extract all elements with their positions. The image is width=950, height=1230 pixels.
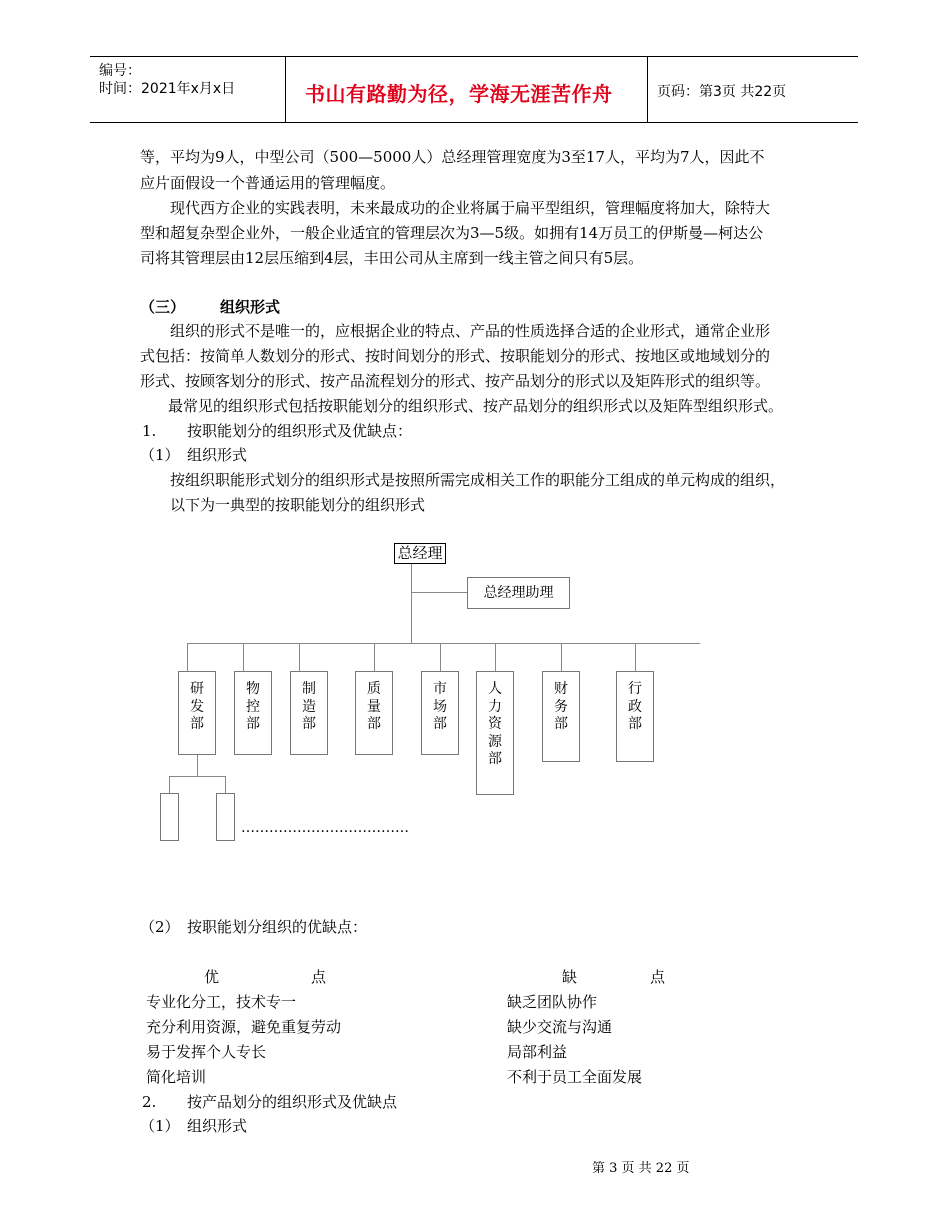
org-dept-char: 力 (488, 698, 502, 715)
org-dept-char: 造 (302, 698, 316, 715)
org-dept-char: 质 (367, 681, 381, 697)
para3-line1: 组织的形式不是唯一的，应根据企业的特点、产品的性质选择合适的企业形式，通常企业形 (170, 322, 771, 340)
sub1-number: （1） (140, 446, 180, 464)
org-rnd-sub-horizontal (169, 776, 225, 777)
org-dept-char: 部 (190, 716, 204, 732)
org-dept-char: 部 (433, 716, 447, 732)
con-item: 不利于员工全面发展 (507, 1068, 643, 1086)
para1-line2: 应片面假设一个普通运用的管理幅度。 (140, 174, 396, 192)
item2-title: 按产品划分的组织形式及优缺点 (187, 1093, 398, 1111)
footer-page-number: 第 3 页 共 22 页 (592, 1161, 690, 1176)
org-general-manager-label: 总经理 (397, 544, 443, 562)
org-dept-connector (374, 643, 375, 671)
con-item: 缺乏团队协作 (507, 993, 598, 1011)
pro-item: 易于发挥个人专长 (146, 1043, 267, 1061)
para1-line1: 等，平均为9人，中型公司（500—5000人）总经理管理宽度为3至17人，平均为7人，因此不 (140, 148, 765, 166)
org-dept-char: 市 (433, 681, 447, 697)
org-dept-char: 部 (367, 716, 381, 732)
org-dept-char: 部 (488, 751, 502, 767)
org-dept-char: 部 (246, 716, 260, 732)
section3-title: 组织形式 (220, 298, 281, 316)
para2-line2: 型和超复杂型企业外，一般企业适宜的管理层次为3—5级。如拥有14万员工的伊斯曼—柯达公 (140, 224, 764, 242)
sub3-title: 组织形式 (187, 1117, 248, 1135)
org-dept-char: 研 (190, 681, 204, 697)
org-dept-quality (355, 671, 393, 755)
con-item: 局部利益 (507, 1043, 568, 1061)
org-dept-char: 制 (302, 681, 316, 697)
org-rnd-sub-box-1 (160, 793, 179, 841)
sub1-title: 组织形式 (187, 446, 248, 464)
pro-item: 充分利用资源，避免重复劳动 (146, 1018, 342, 1036)
header-top-border (90, 56, 858, 57)
org-dept-char: 部 (554, 716, 568, 732)
pros-header-1: 优 (204, 968, 220, 986)
org-dept-char: 物 (246, 681, 260, 697)
org-dept-char: 务 (554, 698, 568, 715)
org-dept-char: 人 (488, 681, 502, 697)
org-dept-connector (440, 643, 441, 671)
pro-item: 专业化分工，技术专一 (146, 993, 297, 1011)
org-assistant-label: 总经理助理 (483, 585, 554, 601)
org-main-vertical-line (411, 564, 412, 643)
item1-title: 按职能划分的组织形式及优缺点： (187, 422, 413, 440)
org-dept-admin (616, 671, 654, 762)
org-dept-connector (635, 643, 636, 671)
header-divider-left (285, 56, 286, 122)
org-dept-char: 财 (554, 681, 568, 697)
header-bottom-border (90, 122, 858, 123)
item2-number: 2. (142, 1093, 157, 1111)
para5-line2: 以下为一典型的按职能划分的组织形式 (170, 496, 426, 514)
para4: 最常见的组织形式包括按职能划分的组织形式、按产品划分的组织形式以及矩阵型组织形式。 (168, 397, 784, 415)
header-motto: 书山有路勤为径，学海无涯苦作舟 (305, 82, 613, 106)
org-dept-char: 行 (628, 681, 642, 697)
org-box-general-manager (394, 543, 446, 564)
org-dept-char: 部 (302, 716, 316, 732)
org-dept-char: 政 (628, 698, 642, 715)
org-dept-connector (243, 643, 244, 671)
org-dept-char: 部 (628, 716, 642, 732)
org-rnd-sub-connector-left (169, 776, 170, 793)
org-dept-char: 资 (488, 716, 502, 732)
cons-header-1: 缺 (562, 968, 578, 986)
pro-item: 简化培训 (146, 1068, 207, 1086)
org-dept-char: 源 (488, 733, 502, 750)
org-dept-hr (476, 671, 514, 795)
item1-number: 1. (142, 422, 157, 440)
sub2-number: （2） (140, 918, 180, 936)
section3-number: （三） (140, 298, 186, 316)
para3-line3: 形式、按顾客划分的形式、按产品流程划分的形式、按产品划分的形式以及矩阵形式的组织等。 (140, 372, 771, 390)
org-dept-connector (299, 643, 300, 671)
sub3-number: （1） (140, 1117, 180, 1135)
con-item: 缺少交流与沟通 (507, 1018, 613, 1036)
org-dept-char: 控 (246, 698, 260, 715)
pros-header-2: 点 (311, 968, 327, 986)
para2-line3: 司将其管理层由12层压缩到4层，丰田公司从主席到一线主管之间只有5层。 (140, 249, 644, 267)
para5-line1: 按组织职能形式划分的组织形式是按照所需完成相关工作的职能分工组成的单元构成的组织， (170, 471, 786, 489)
org-dept-finance (542, 671, 580, 762)
org-dept-connector (187, 643, 188, 671)
org-assistant-connector (411, 592, 467, 593)
org-dept-connector (561, 643, 562, 671)
org-dept-horizontal-line (187, 643, 700, 644)
org-dept-char: 场 (433, 698, 447, 715)
org-dept-char: 发 (190, 698, 204, 715)
org-dept-char: 量 (367, 698, 381, 715)
org-dept-marketing (421, 671, 459, 755)
para3-line2: 式包括：按简单人数划分的形式、按时间划分的形式、按职能划分的形式、按地区或地域划分的 (140, 347, 771, 365)
org-dept-connector (495, 643, 496, 671)
org-rnd-sub-connector-right (225, 776, 226, 793)
org-rnd-sub-connector (197, 755, 198, 776)
header-page-label: 页码：第3页 共22页 (657, 84, 787, 100)
sub2-title: 按职能划分组织的优缺点： (187, 918, 368, 936)
org-rnd-sub-box-2 (216, 793, 235, 841)
org-box-assistant (467, 577, 570, 609)
org-dept-materials (234, 671, 272, 755)
para2-line1: 现代西方企业的实践表明，未来最成功的企业将属于扁平型组织，管理幅度将加大，除特大 (170, 199, 771, 217)
org-dept-rnd (178, 671, 216, 755)
org-ellipsis: ……………………………… (241, 820, 409, 836)
header-number-label: 编号： (99, 63, 141, 79)
org-dept-manufacturing (290, 671, 328, 755)
header-divider-right (647, 56, 648, 122)
header-time-label: 时间：2021年x月x日 (99, 81, 236, 97)
cons-header-2: 点 (650, 968, 666, 986)
